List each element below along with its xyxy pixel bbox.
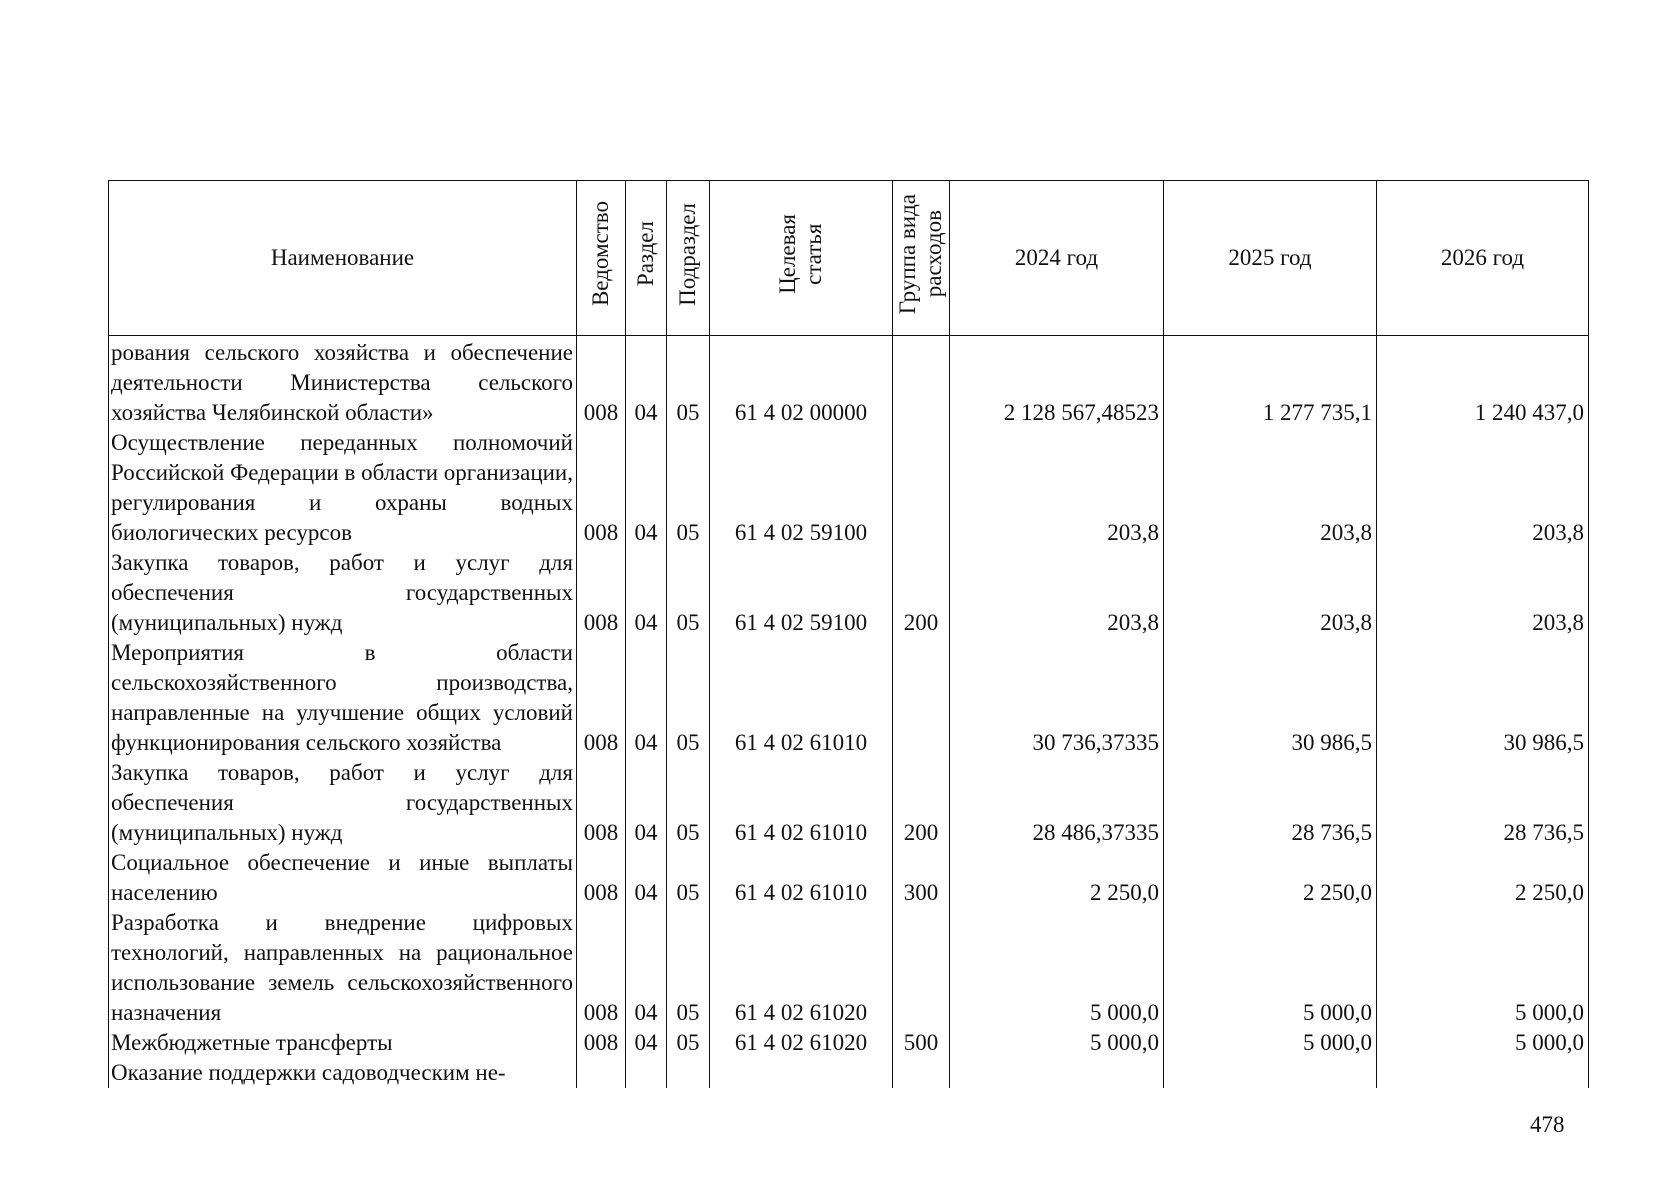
table-row <box>109 1058 1589 1088</box>
cell-amount-2025: 203,8 <box>1164 428 1377 548</box>
cell-expense-group: 500 <box>893 1028 950 1058</box>
cell-target-item: 61 4 02 59100 <box>710 428 893 548</box>
cell-expense-group <box>893 638 950 758</box>
cell-section: 04 <box>626 1028 667 1058</box>
cell-amount-2025 <box>1164 1058 1377 1088</box>
cell-amount-2026: 203,8 <box>1377 428 1589 548</box>
cell-target-item <box>710 1058 893 1088</box>
cell-name: Закупка товаров, работ и услуг для обеспечения государственных (муниципальных) нужд <box>109 758 577 848</box>
cell-name: Разработка и внедрение цифровых технологий, направленных на рациональное использование земель сельскохозяйственного назначения <box>109 908 577 1028</box>
header-year-2025: 2025 год <box>1164 181 1377 336</box>
cell-department: 008 <box>577 848 626 908</box>
cell-amount-2024 <box>950 1058 1164 1088</box>
header-target-item: Целевая статья <box>710 181 893 336</box>
table-row <box>109 336 1589 429</box>
header-name: Наименование <box>109 181 577 336</box>
cell-name: рования сельского хозяйства и обеспечение деятельности Министерства сельского хозяйства Челябинской области» <box>109 336 577 429</box>
cell-department: 008 <box>577 428 626 548</box>
cell-amount-2025: 1 277 735,1 <box>1164 336 1377 429</box>
cell-expense-group: 200 <box>893 758 950 848</box>
header-year-2026: 2026 год <box>1377 181 1589 336</box>
cell-amount-2025: 2 250,0 <box>1164 848 1377 908</box>
cell-section: 04 <box>626 908 667 1028</box>
cell-name: Социальное обеспечение и иные выплаты населению <box>109 848 577 908</box>
cell-subsection: 05 <box>667 1028 710 1058</box>
cell-amount-2026: 28 736,5 <box>1377 758 1589 848</box>
cell-name: Оказание поддержки садоводческим не- <box>109 1058 577 1088</box>
cell-expense-group <box>893 428 950 548</box>
table-row <box>109 548 1589 638</box>
cell-subsection <box>667 1058 710 1088</box>
header-expense-group: Группа вида расходов <box>893 181 950 336</box>
cell-amount-2025: 30 986,5 <box>1164 638 1377 758</box>
cell-amount-2024: 30 736,37335 <box>950 638 1164 758</box>
cell-amount-2026: 30 986,5 <box>1377 638 1589 758</box>
header-department: Ведомство <box>577 181 626 336</box>
cell-section: 04 <box>626 848 667 908</box>
cell-target-item: 61 4 02 00000 <box>710 336 893 429</box>
cell-department: 008 <box>577 548 626 638</box>
cell-name: Осуществление переданных полномочий Российской Федерации в области организации, регулирования и охраны водных биологических ресурсов <box>109 428 577 548</box>
cell-amount-2025: 28 736,5 <box>1164 758 1377 848</box>
cell-target-item: 61 4 02 61010 <box>710 638 893 758</box>
page-number: 478 <box>1530 1112 1565 1137</box>
cell-section: 04 <box>626 428 667 548</box>
cell-amount-2026: 1 240 437,0 <box>1377 336 1589 429</box>
cell-department: 008 <box>577 1028 626 1058</box>
cell-target-item: 61 4 02 61010 <box>710 848 893 908</box>
cell-name: Межбюджетные трансферты <box>109 1028 577 1058</box>
cell-section: 04 <box>626 638 667 758</box>
table-row <box>109 908 1589 1028</box>
budget-table <box>108 180 1589 1088</box>
cell-expense-group <box>893 336 950 429</box>
table-row <box>109 1028 1589 1058</box>
cell-amount-2026: 203,8 <box>1377 548 1589 638</box>
cell-amount-2026: 5 000,0 <box>1377 908 1589 1028</box>
cell-department: 008 <box>577 638 626 758</box>
cell-amount-2026: 5 000,0 <box>1377 1028 1589 1058</box>
cell-amount-2024: 203,8 <box>950 548 1164 638</box>
cell-subsection: 05 <box>667 548 710 638</box>
cell-expense-group <box>893 908 950 1028</box>
cell-expense-group: 300 <box>893 848 950 908</box>
cell-section: 04 <box>626 758 667 848</box>
cell-amount-2024: 2 250,0 <box>950 848 1164 908</box>
cell-department: 008 <box>577 758 626 848</box>
cell-subsection: 05 <box>667 638 710 758</box>
table-body <box>109 336 1589 1089</box>
cell-section: 04 <box>626 548 667 638</box>
cell-amount-2025: 203,8 <box>1164 548 1377 638</box>
cell-amount-2024: 5 000,0 <box>950 1028 1164 1058</box>
cell-amount-2024: 203,8 <box>950 428 1164 548</box>
cell-amount-2026 <box>1377 1058 1589 1088</box>
header-row <box>109 181 1589 336</box>
cell-target-item: 61 4 02 61020 <box>710 1028 893 1058</box>
cell-name: Мероприятия в области сельскохозяйственного производства, направленные на улучшение общих условий функционирования сельского хозяйства <box>109 638 577 758</box>
cell-amount-2024: 28 486,37335 <box>950 758 1164 848</box>
cell-target-item: 61 4 02 61020 <box>710 908 893 1028</box>
table-header <box>109 181 1589 336</box>
cell-expense-group: 200 <box>893 548 950 638</box>
cell-target-item: 61 4 02 59100 <box>710 548 893 638</box>
table-row <box>109 638 1589 758</box>
cell-subsection: 05 <box>667 336 710 429</box>
cell-expense-group <box>893 1058 950 1088</box>
cell-subsection: 05 <box>667 428 710 548</box>
table-row <box>109 758 1589 848</box>
header-section: Раздел <box>626 181 667 336</box>
cell-amount-2025: 5 000,0 <box>1164 1028 1377 1058</box>
cell-amount-2026: 2 250,0 <box>1377 848 1589 908</box>
cell-section: 04 <box>626 336 667 429</box>
table-row <box>109 848 1589 908</box>
table-row <box>109 428 1589 548</box>
cell-subsection: 05 <box>667 758 710 848</box>
header-year-2024: 2024 год <box>950 181 1164 336</box>
cell-department: 008 <box>577 336 626 429</box>
cell-department <box>577 1058 626 1088</box>
cell-section <box>626 1058 667 1088</box>
cell-subsection: 05 <box>667 908 710 1028</box>
cell-name: Закупка товаров, работ и услуг для обеспечения государственных (муниципальных) нужд <box>109 548 577 638</box>
cell-amount-2025: 5 000,0 <box>1164 908 1377 1028</box>
cell-amount-2024: 2 128 567,48523 <box>950 336 1164 429</box>
header-subsection: Подраздел <box>667 181 710 336</box>
cell-amount-2024: 5 000,0 <box>950 908 1164 1028</box>
cell-department: 008 <box>577 908 626 1028</box>
cell-subsection: 05 <box>667 848 710 908</box>
cell-target-item: 61 4 02 61010 <box>710 758 893 848</box>
